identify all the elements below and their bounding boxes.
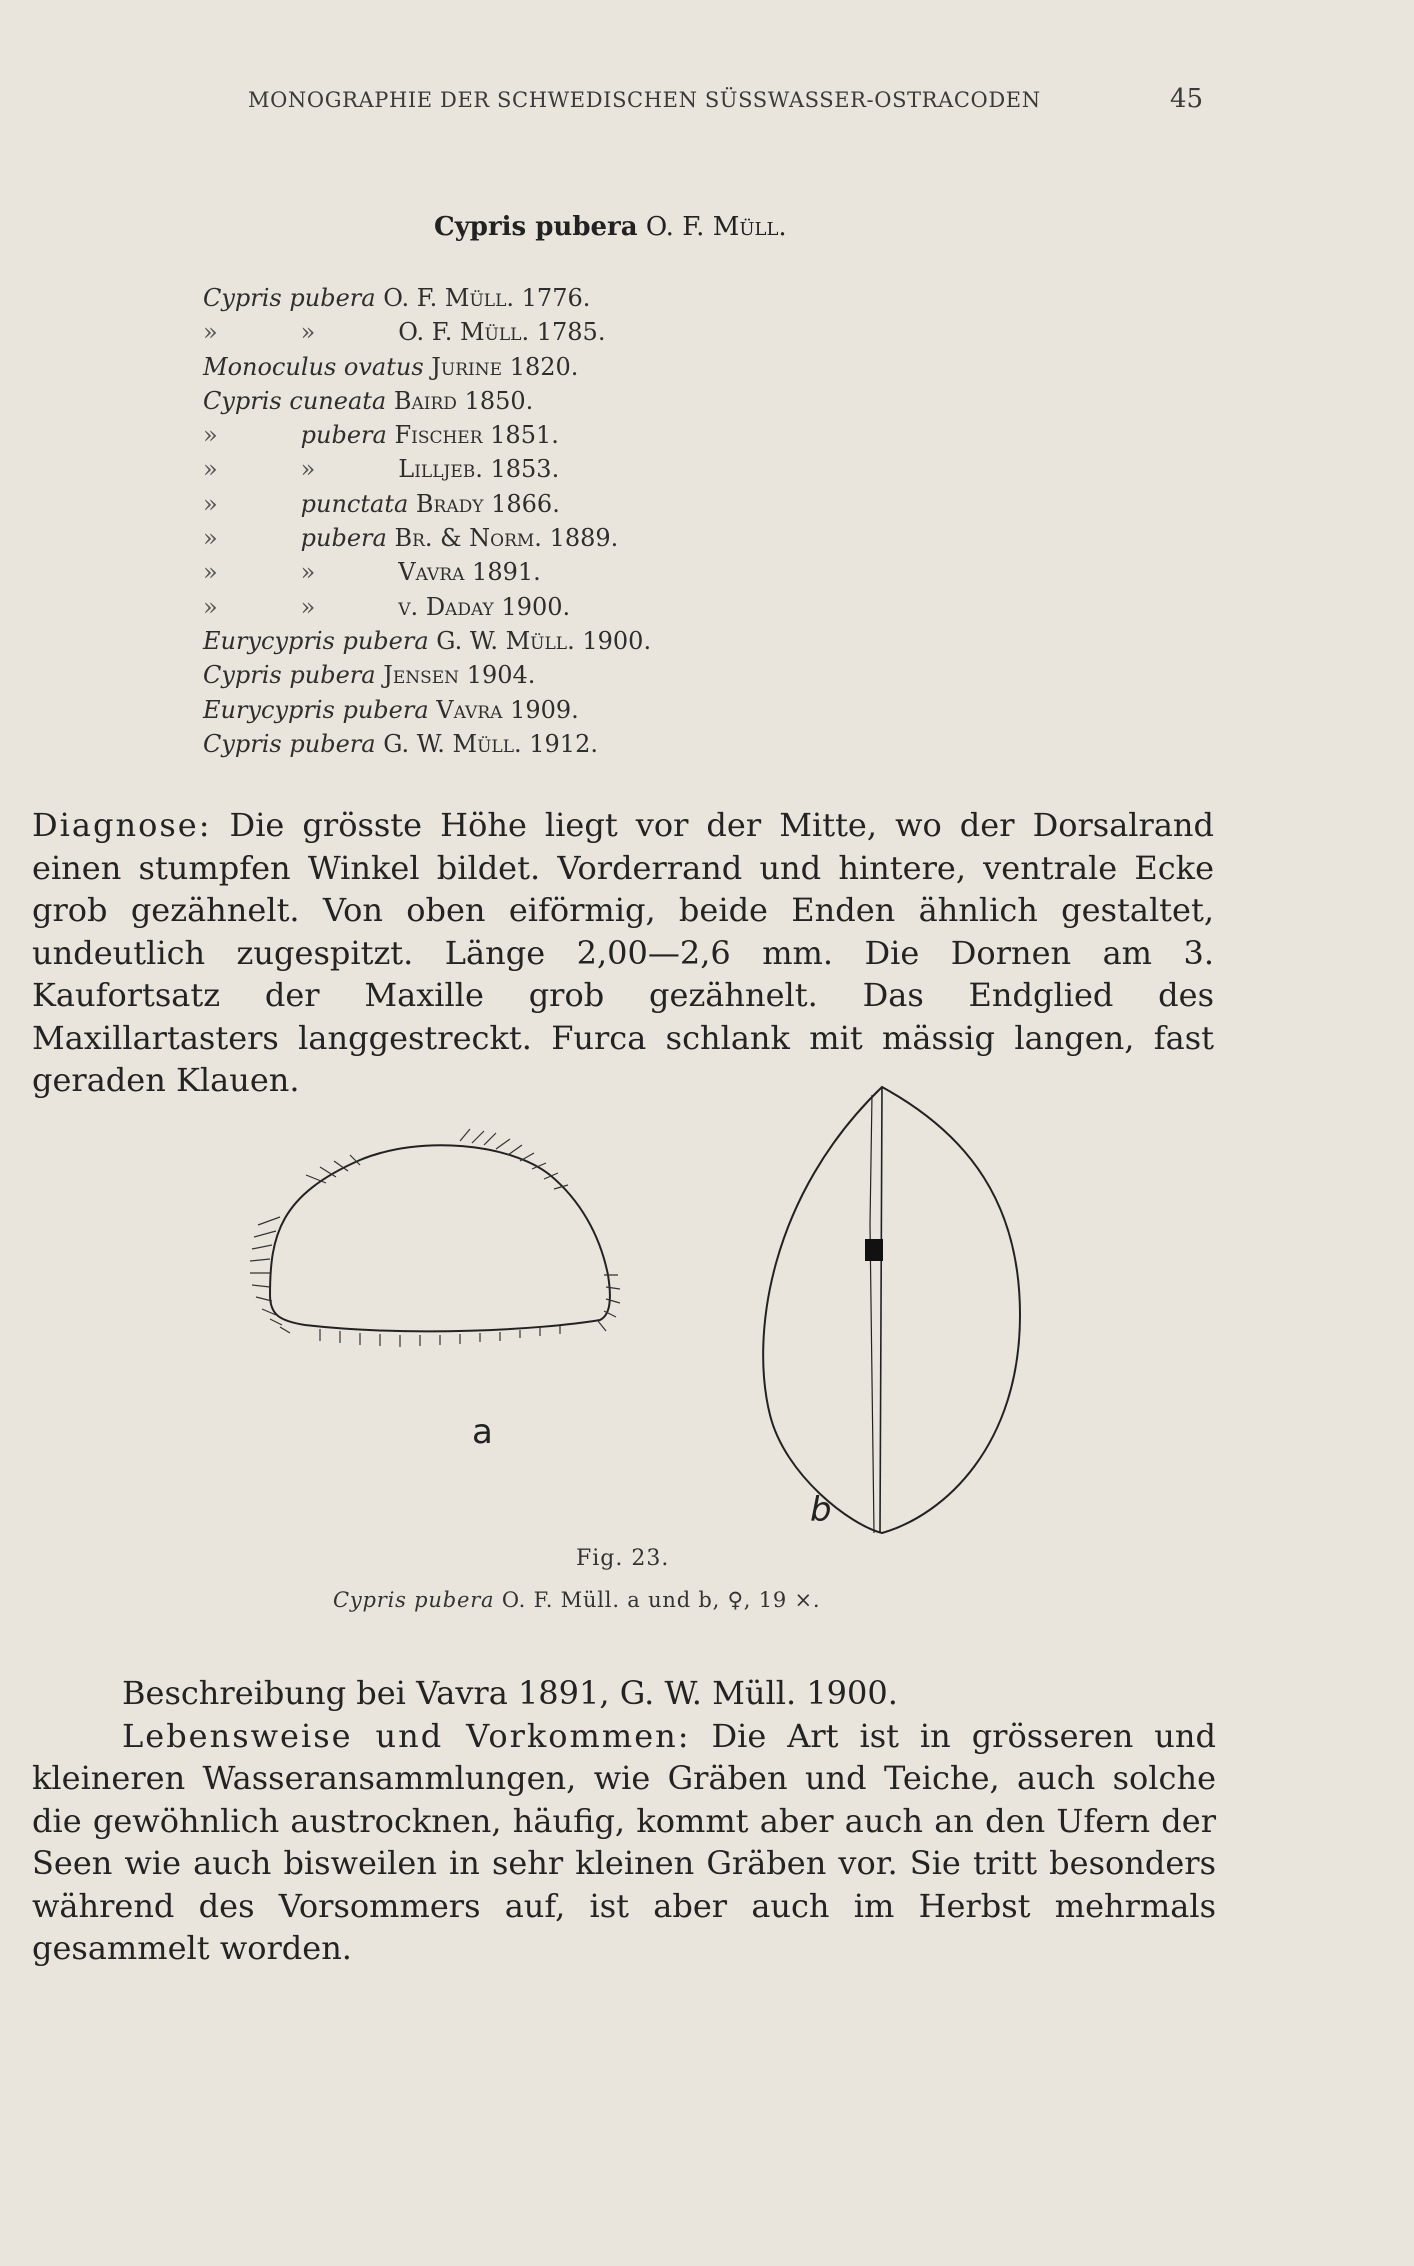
synonym-entry — [203, 658, 1103, 692]
synonym-author: G. W. Müll. — [436, 626, 575, 655]
figure-number: Fig. 23. — [576, 1546, 670, 1571]
synonym-entry — [203, 487, 1103, 521]
synonym-year: 1904. — [466, 661, 536, 690]
synonym-genus: Cypris — [203, 284, 282, 312]
diagnose-label: Diagnose: — [32, 806, 212, 844]
synonym-year: 1785. — [536, 318, 606, 347]
synonym-entry — [203, 624, 1103, 658]
synonym-year: 1900. — [501, 592, 571, 621]
synonym-epithet: pubera — [300, 421, 387, 450]
synonym-entry — [203, 590, 1103, 624]
synonym-epithet: punctata — [300, 489, 409, 518]
synonym-genus: » — [203, 455, 218, 484]
synonym-year: 1900. — [582, 626, 652, 655]
synonym-list — [203, 281, 1103, 761]
synonym-year: 1889. — [549, 524, 619, 553]
figure-label-b: b — [810, 1490, 832, 1530]
synonym-epithet: pubera — [342, 626, 429, 655]
synonym-author: Lilljeb. — [398, 455, 483, 484]
synonym-author: Fischer — [394, 421, 483, 450]
synonym-author: Br. & Norm. — [394, 524, 542, 553]
synonym-year: 1912. — [529, 729, 598, 758]
synonym-genus: » — [203, 524, 218, 553]
beschreibung-paragraph: Beschreibung bei Vavra 1891, G. W. Müll. 1900. — [122, 1674, 898, 1712]
species-author: O. F. Müll. — [645, 212, 787, 242]
synonym-year: 1866. — [491, 489, 560, 518]
synonym-author: Brady — [415, 489, 484, 518]
synonym-genus: Monoculus — [203, 352, 337, 381]
synonym-author: Baird — [393, 386, 457, 415]
lebensweise-text: Die Art ist in grösseren und kleineren Wasseransammlungen, wie Gräben und Teiche, auch solche die gewöhnlich austrocknen, häufig, kommt aber auch an den Ufern der Seen wie auch bisweilen in sehr kleinen Gräben vor. Sie tritt besonders während des Vorsommers auf, ist aber auch im Herbst mehrmals gesammelt worden. — [32, 1716, 1216, 1967]
synonym-genus: Eurycypris — [203, 695, 335, 724]
synonym-epithet: » — [300, 318, 316, 347]
synonym-author: Vavra — [436, 695, 503, 724]
synonym-year: 1850. — [464, 386, 534, 415]
figure-caption-species: Cypris pubera — [333, 1588, 495, 1612]
synonym-entry — [203, 384, 1103, 418]
synonym-genus: » — [203, 489, 218, 518]
synonym-genus: Cypris — [203, 729, 282, 758]
synonym-year: 1909. — [510, 695, 579, 724]
synonym-author: O. F. Müll. — [383, 284, 515, 312]
synonym-year: 1776. — [521, 284, 591, 312]
synonym-author: O. F. Müll. — [398, 318, 530, 347]
synonym-genus: » — [203, 592, 218, 621]
synonym-epithet: pubera — [289, 729, 376, 758]
figure-b-carapace — [763, 1087, 1020, 1533]
synonym-genus: Eurycypris — [203, 626, 335, 655]
synonym-genus: » — [203, 558, 218, 587]
synonym-author: Jurine — [431, 352, 503, 381]
synonym-genus: » — [203, 318, 218, 347]
synonym-year: 1820. — [509, 352, 579, 381]
synonym-year: 1853. — [490, 455, 560, 484]
synonym-author: v. Daday — [398, 592, 494, 621]
synonym-author: Vavra — [398, 558, 465, 587]
body-text — [32, 1672, 1216, 1970]
synonym-epithet: ovatus — [343, 352, 424, 381]
page-number: 45 — [1170, 84, 1204, 114]
synonym-year: 1891. — [472, 558, 541, 587]
figure-a-valve — [270, 1145, 610, 1331]
synonym-epithet: pubera — [289, 661, 376, 690]
synonym-genus: Cypris — [203, 661, 282, 690]
synonym-entry — [203, 727, 1103, 761]
synonym-epithet: » — [300, 558, 316, 587]
synonym-entry — [203, 452, 1103, 486]
synonym-epithet: » — [300, 592, 316, 621]
synonym-entry — [203, 521, 1103, 555]
lebensweise-paragraph — [32, 1715, 1216, 1970]
diagnose-paragraph — [32, 804, 1214, 1102]
figure-label-a: a — [472, 1412, 493, 1452]
figure-caption-rest: O. F. Müll. a und b, ♀, 19 ×. — [501, 1588, 821, 1612]
synonym-author: G. W. Müll. — [383, 729, 522, 758]
figure-drawing — [210, 1075, 1050, 1545]
synonym-genus: » — [203, 421, 218, 450]
figure-23 — [210, 1075, 1050, 1545]
species-title — [434, 212, 787, 242]
synonym-entry — [203, 555, 1103, 589]
lebensweise-label: Lebensweise und Vorkommen: — [122, 1716, 691, 1755]
synonym-epithet: » — [300, 455, 316, 484]
synonym-entry — [203, 315, 1103, 349]
synonym-epithet: cuneata — [289, 386, 387, 415]
synonym-entry — [203, 281, 1103, 315]
synonym-epithet: pubera — [300, 524, 387, 553]
synonym-epithet: pubera — [342, 695, 429, 724]
synonym-entry — [203, 418, 1103, 452]
synonym-genus: Cypris — [203, 386, 282, 415]
synonym-author: Jensen — [383, 661, 460, 690]
diagnose-text: Die grösste Höhe liegt vor der Mitte, wo der Dorsalrand einen stumpfen Winkel bildet. Vorderrand und hintere, ventrale Ecke grob gezähnelt. Von oben eiförmig, beide Enden ähnlich gestaltet, undeutlich zugespitzt. Länge 2,00—2,6 mm. Die Dornen am 3. Kaufortsatz der Maxille grob gezähnelt. Das Endglied des Maxillartasters langgestreckt. Furca schlank mit mässig langen, fast geraden Klauen. — [32, 806, 1215, 1099]
synonym-entry — [203, 350, 1103, 384]
figure-a-setae — [250, 1129, 620, 1347]
running-head: MONOGRAPHIE DER SCHWEDISCHEN SÜSSWASSER-OSTRACODEN — [248, 88, 1041, 112]
species-name: Cypris pubera — [434, 212, 638, 242]
synonym-year: 1851. — [490, 421, 559, 450]
synonym-epithet: pubera — [289, 284, 376, 312]
synonym-entry — [203, 693, 1103, 727]
figure-caption — [333, 1588, 820, 1612]
